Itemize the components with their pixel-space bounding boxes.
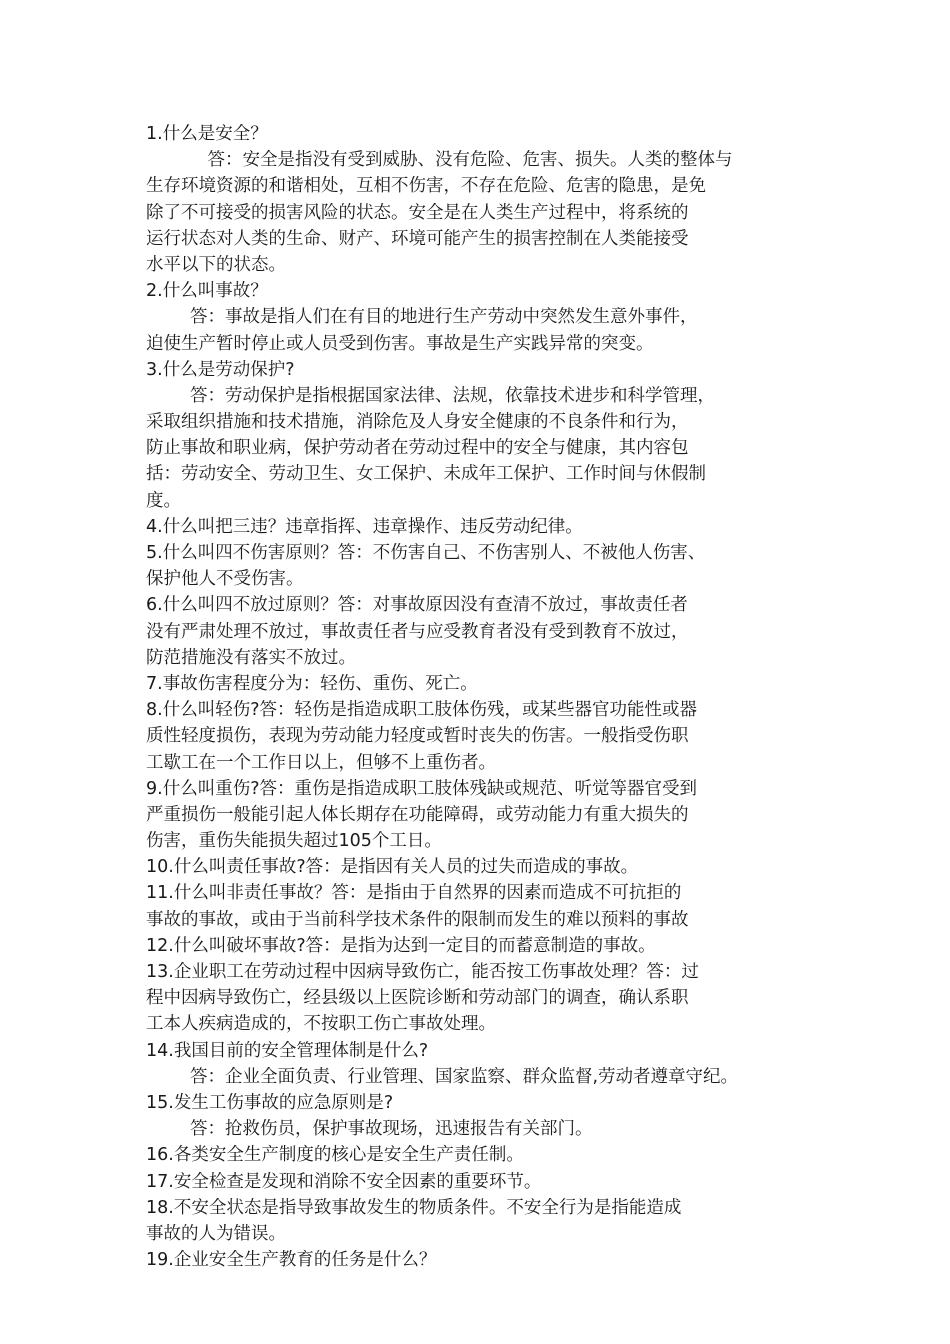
text-line: 13.企业职工在劳动过程中因病导致伤亡，能否按工伤事故处理？答：过 bbox=[146, 962, 699, 982]
text-line: 19.企业安全生产教育的任务是什么？ bbox=[146, 1250, 437, 1271]
text-line: 7.事故伤害程度分为：轻伤、重伤、死亡。 bbox=[146, 673, 478, 694]
text-line: 运行状态对人类的生命、财产、环境可能产生的损害控制在人类能接受 bbox=[146, 228, 689, 249]
text-line: 答：事故是指人们在有目的地进行生产劳动中突然发生意外事件， bbox=[190, 307, 698, 328]
text-line: 严重损伤一般能引起人体长期存在功能障碍，或劳动能力有重大损失的 bbox=[146, 804, 689, 825]
text-line: 15.发生工伤事故的应急原则是? bbox=[146, 1092, 394, 1113]
document-body bbox=[146, 121, 826, 1273]
text-line: 度。 bbox=[146, 490, 181, 511]
text-line: 2.什么叫事故？ bbox=[146, 281, 268, 302]
text-line: 9.什么叫重伤?答：重伤是指造成职工肢体残缺或规范、听觉等器官受到 bbox=[146, 778, 697, 799]
text-line: 14.我国目前的安全管理体制是什么? bbox=[146, 1040, 429, 1061]
text-line: 1.什么是安全？ bbox=[146, 124, 268, 144]
text-line: 迫使生产暂时停止或人员受到伤害。事故是生产实践异常的突变。 bbox=[146, 333, 654, 354]
text-line: 生存环境资源的和谐相处，互相不伤害，不存在危险、危害的隐患，是免 bbox=[146, 176, 706, 197]
text-line: 4.什么叫把三违？违章指挥、违章操作、违反劳动纪律。 bbox=[146, 516, 583, 537]
text-line: 没有严肃处理不放过，事故责任者与应受教育者没有受到教育不放过， bbox=[146, 621, 689, 642]
text-line: 防止事故和职业病，保护劳动者在劳动过程中的安全与健康，其内容包 bbox=[146, 438, 689, 459]
text-line: 18.不安全状态是指导致事故发生的物质条件。不安全行为是指能造成 bbox=[146, 1197, 682, 1218]
text-line: 事故的人为错误。 bbox=[146, 1223, 286, 1244]
text-line: 8.什么叫轻伤?答：轻伤是指造成职工肢体伤残，或某些器官功能性或器 bbox=[146, 700, 697, 721]
text-line: 答：安全是指没有受到威胁、没有危险、危害、损失。人类的整体与 bbox=[190, 150, 733, 171]
text-line: 水平以下的状态。 bbox=[146, 254, 286, 275]
text-line: 工歇工在一个工作日以上，但够不上重伤者。 bbox=[146, 752, 496, 773]
text-line: 5.什么叫四不伤害原则？答：不伤害自己、不伤害别人、不被他人伤害、 bbox=[146, 543, 706, 563]
text-line: 答：抢救伤员，保护事故现场，迅速报告有关部门。 bbox=[190, 1119, 593, 1140]
text-line: 伤害，重伤失能损失超过105个工日。 bbox=[146, 831, 442, 852]
text-line: 质性轻度损伤，表现为劳动能力轻度或暂时丧失的伤害。一般指受伤职 bbox=[146, 726, 689, 747]
text-line: 10.什么叫责任事故?答：是指因有关人员的过失而造成的事故。 bbox=[146, 857, 639, 878]
text-line: 括：劳动安全、劳动卫生、女工保护、未成年工保护、工作时间与休假制 bbox=[146, 464, 706, 485]
text-line: 6.什么叫四不放过原则？答：对事故原因没有查清不放过，事故责任者 bbox=[146, 595, 688, 616]
text-line: 保护他人不受伤害。 bbox=[146, 569, 304, 590]
text-line: 11.什么叫非责任事故？答：是指由于自然界的因素而造成不可抗拒的 bbox=[146, 883, 682, 904]
text-line: 事故的事故，或由于当前科学技术条件的限制而发生的难以预料的事故 bbox=[146, 909, 689, 930]
text-line: 3.什么是劳动保护? bbox=[146, 359, 295, 380]
text-line: 工本人疾病造成的，不按职工伤亡事故处理。 bbox=[146, 1014, 496, 1035]
text-line: 答：劳动保护是指根据国家法律、法规，依靠技术进步和科学管理， bbox=[190, 385, 715, 406]
text-line: 答：企业全面负责、行业管理、国家监察、群众监督,劳动者遵章守纪。 bbox=[190, 1066, 739, 1087]
text-line: 程中因病导致伤亡，经县级以上医院诊断和劳动部门的调查，确认系职 bbox=[146, 988, 689, 1009]
text-line: 16.各类安全生产制度的核心是安全生产责任制。 bbox=[146, 1145, 524, 1166]
text-line: 采取组织措施和技术措施，消除危及人身安全健康的不良条件和行为， bbox=[146, 412, 689, 433]
text-line: 防范措施没有落实不放过。 bbox=[146, 647, 356, 668]
text-line: 除了不可接受的损害风险的状态。安全是在人类生产过程中，将系统的 bbox=[146, 202, 689, 223]
text-line: 17.安全检查是发现和消除不安全因素的重要环节。 bbox=[146, 1171, 542, 1192]
text-line: 12.什么叫破坏事故?答：是指为达到一定目的而蓄意制造的事故。 bbox=[146, 935, 656, 956]
